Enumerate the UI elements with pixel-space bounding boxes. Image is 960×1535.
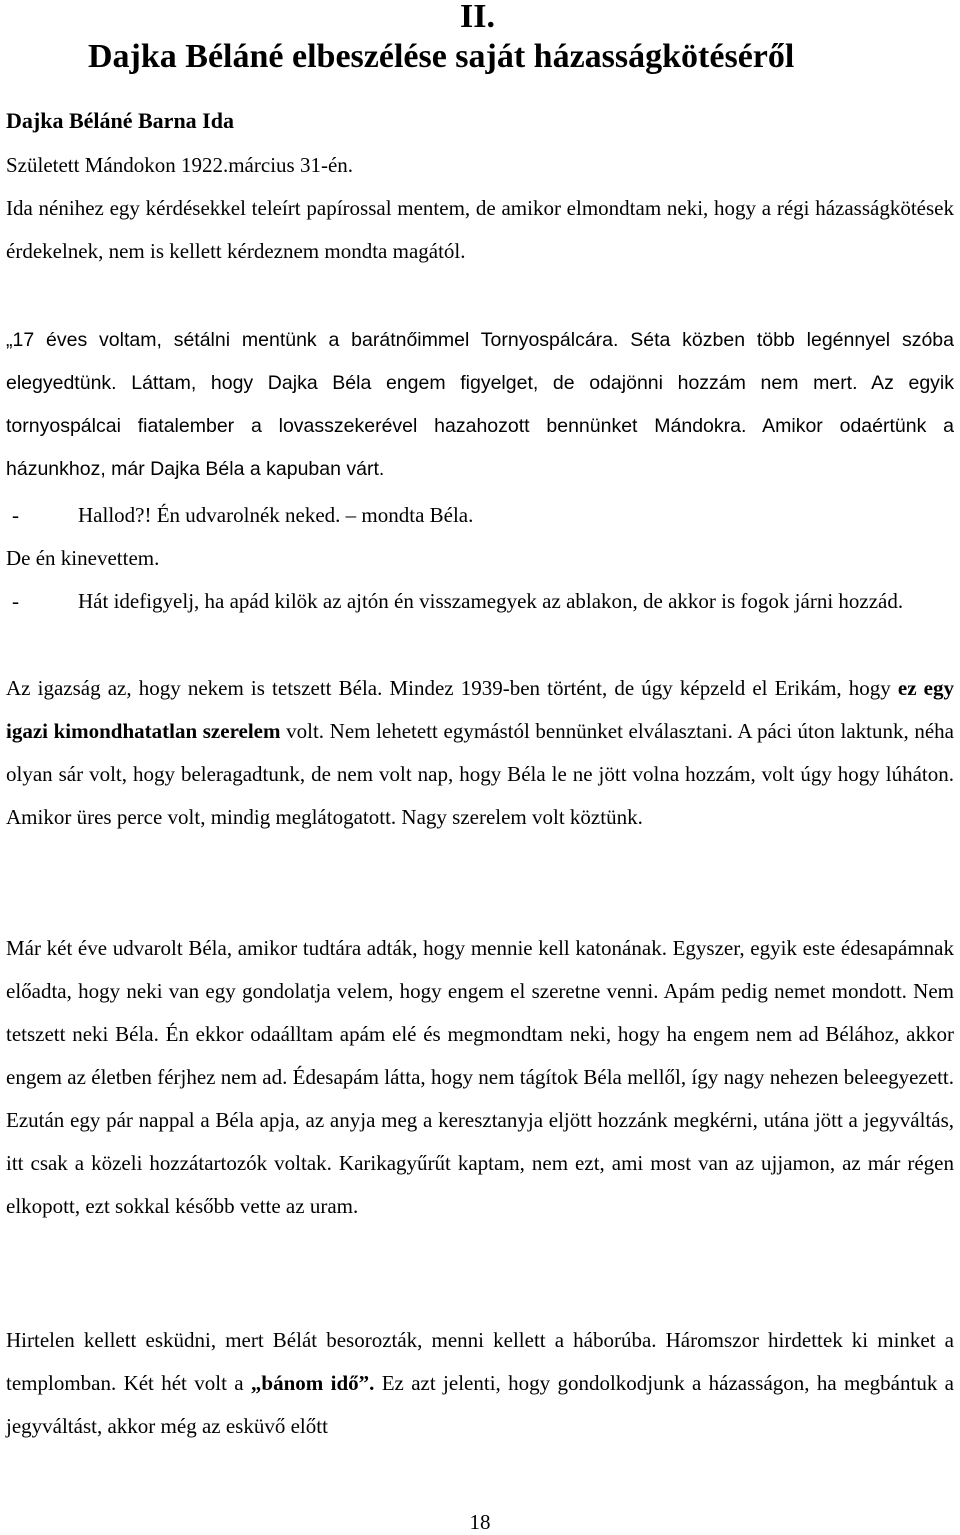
laughed-line: De én kinevettem. [6,546,160,570]
emphasis-text: ez egy igazi kimondhatatlan szerelem [6,676,954,743]
text-run: volt. Nem lehetett egymástól bennünket elválasztani. A páci úton laktunk, néha olyan sár volt, hogy beleragadtunk, de nem volt nap, hogy Béla le ne jött volna hozzám, volt úgy hogy lúháton. Amikor üres perce volt, mindig meglátogatott. Nagy szerelem volt köztünk. [6,719,954,829]
author-name: Dajka Béláné Barna Ida [6,108,234,133]
text-run: Az igazság az, hogy nekem is tetszett Béla. Mindez 1939-ben történt, de úgy képzeld el Erikám, hogy [6,676,898,700]
intro-paragraph: Ida nénihez egy kérdésekkel teleírt papírossal mentem, de amikor elmondtam neki, hogy a régi házasságkötések érdekelnek, nem is kellett kérdeznem mondta magától. [6,196,954,263]
story-paragraph-2 [6,667,954,839]
story-paragraph-3: Már két éve udvarolt Béla, amikor tudtára adták, hogy mennie kell katonának. Egyszer, egyik este édesapámnak előadta, hogy neki van egy gondolatja velem, hogy engem el szeretne venni. Apám pedig nemet mondott. Nem tetszett neki Béla. Én ekkor odaálltam apám elé és megmondtam neki, hogy ha engem nem ad Bélához, akkor engem az életben férjhez nem ad. Édesapám látta, hogy nem tágítok Béla mellől, így nagy nehezen beleegyezett. Ezután egy pár nappal a Béla apja, az anyja meg a keresztanyja eljött hozzánk megkérni, utána jött a jegyváltás, itt csak a közeli hozzátartozók voltak. Karikagyűrűt kaptam, nem ezt, ami most van az ujjamon, az már régen elkopott, ezt sokkal később vette az uram. [6,936,954,1218]
text-run: Hirtelen kellett esküdni, mert Bélát besorozták, menni kellett a háborúba. Háromszor hirdettek ki minket a templomban. Két hét volt a [6,1328,954,1395]
dialogue-line-1 [6,494,954,537]
dash-mark: - [12,503,19,527]
birth-info: Született Mándokon 1922.március 31-én. [6,153,354,177]
dialogue-text: Hát idefigyelj, ha apád kilök az ajtón én visszamegyek az ablakon, de akkor is fogok járni hozzád. [78,589,904,613]
emphasis-text: „bánom idő”. [250,1371,375,1395]
dialogue-text: Hallod?! Én udvarolnék neked. – mondta Béla. [78,503,474,527]
dialogue-line-2 [6,580,954,623]
document-title: Dajka Béláné elbeszélése saját házasságkötéséről [88,38,795,75]
story-paragraph-1: „17 éves voltam, sétálni mentünk a barátnőimmel Tornyospálcára. Séta közben több legénnyel szóba elegyedtünk. Láttam, hogy Dajka Béla engem figyelget, de odajönni hozzám nem mert. Az egyik tornyospálcai fiatalember a lovasszekerével hazahozott bennünket Mándokra. Amikor odaértünk a házunkhoz, már Dajka Béla a kapuban várt. [6,329,954,480]
dash-mark: - [12,589,19,613]
chapter-number: II. [460,0,495,35]
story-paragraph-4 [6,1319,954,1448]
text-run: Ez azt jelenti, hogy gondolkodjunk a házasságon, ha megbántuk a jegyváltást, akkor még az esküvő előtt [6,1371,954,1438]
page-number: 18 [469,1510,491,1534]
